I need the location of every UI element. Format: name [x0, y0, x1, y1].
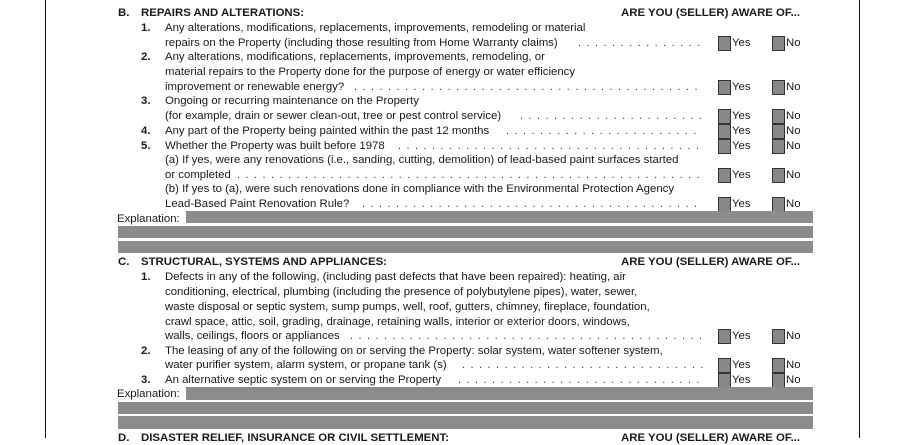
yes-checkbox[interactable] — [718, 124, 731, 139]
section-title: DISASTER RELIEF, INSURANCE OR CIVIL SETTLEMENT: — [141, 432, 449, 444]
item-text-line: (for example, drain or sewer clean-out, tree or pest control service) — [165, 110, 502, 122]
yes-label: Yes — [732, 374, 751, 386]
yes-label: Yes — [732, 359, 751, 371]
no-label: No — [786, 169, 801, 181]
item-text-line: water purifier system, alarm system, or propane tank (s) — [165, 359, 447, 371]
no-label: No — [786, 359, 801, 371]
no-checkbox[interactable] — [772, 168, 785, 183]
yes-label: Yes — [732, 198, 751, 210]
dot-leader: . . . . . . . . . . . . . . . . . . . . . . . . . . . . . . . . . . . . — [398, 140, 701, 152]
section-title: REPAIRS AND ALTERATIONS: — [141, 7, 305, 19]
yes-checkbox[interactable] — [718, 139, 731, 154]
dot-leader: . . . . . . . . . . . . . . . . . . . . . . . . . . . . . . . . . . . . . . . . . . . . . . . . . . . . . . . — [237, 169, 701, 181]
dot-leader: . . . . . . . . . . . . . . . . . . . . . . . . . . . . . . . . . . . . . . . . — [362, 198, 699, 210]
dot-leader: . . . . . . . . . . . . . . . . . . . . . . . . . . . . . — [458, 374, 701, 386]
item-text-line: conditioning, electrical, plumbing (including the presence of polybutylene pipes), water, sewer, — [165, 286, 638, 298]
explanation-field[interactable] — [186, 387, 813, 400]
item-text-line: (a) If yes, were any renovations (i.e., sanding, cutting, demolition) of lead-based paint surfaces started — [165, 154, 679, 166]
item-text-line: waste disposal or septic system, sump pumps, well, roof, gutters, chimney, fireplace, foundation, — [165, 301, 650, 313]
yes-checkbox[interactable] — [718, 80, 731, 95]
item-text-line: repairs on the Property (including those resulting from Home Warranty claims) — [165, 37, 558, 49]
no-checkbox[interactable] — [772, 197, 785, 212]
item-number: 3. — [141, 374, 151, 386]
item-number: 4. — [141, 125, 151, 137]
no-label: No — [786, 374, 801, 386]
item-number: 2. — [141, 51, 151, 63]
explanation-line-2[interactable] — [118, 226, 813, 238]
item-text-line: Any alterations, modifications, replacements, improvements, remodeling, or — [165, 51, 545, 63]
item-text-line: Any part of the Property being painted within the past 12 months — [165, 125, 490, 137]
section-title: STRUCTURAL, SYSTEMS AND APPLIANCES: — [141, 256, 387, 268]
explanation-field[interactable] — [186, 211, 813, 223]
item-text-line: or completed — [165, 169, 231, 181]
yes-label: Yes — [732, 125, 751, 137]
yes-checkbox[interactable] — [718, 168, 731, 183]
yes-label: Yes — [732, 169, 751, 181]
explanation-label: Explanation: — [117, 213, 180, 225]
explanation-line-3[interactable] — [118, 416, 813, 429]
dot-leader: . . . . . . . . . . . . . . . . . . . . . . . . . . . . . . . . . . . . . . . . . . — [350, 330, 704, 342]
item-number: 1. — [141, 271, 151, 283]
item-text-line: material repairs to the Property done for the purpose of energy or water efficiency — [165, 66, 576, 78]
item-text-line: (b) If yes to (a), were such renovations done in compliance with the Environmental Protection Agency — [165, 183, 675, 195]
item-number: 3. — [141, 95, 151, 107]
no-checkbox[interactable] — [772, 109, 785, 124]
page-right-border — [859, 0, 860, 438]
explanation-line-2[interactable] — [118, 402, 813, 414]
item-text-line: An alternative septic system on or serving the Property — [165, 374, 442, 386]
item-number: 5. — [141, 140, 151, 152]
item-text-line: crawl space, attic, soil, grading, drainage, retaining walls, interior or exterior doors, windows, — [165, 316, 630, 328]
item-text-line: Lead-Based Paint Renovation Rule? — [165, 198, 350, 210]
yes-label: Yes — [732, 140, 751, 152]
no-checkbox[interactable] — [772, 139, 785, 154]
item-text-line: walls, ceilings, floors or appliances — [165, 330, 340, 342]
aware-header: ARE YOU (SELLER) AWARE OF... — [621, 432, 801, 444]
item-text-line: Any alterations, modifications, replacements, improvements, remodeling or material — [165, 22, 586, 34]
no-checkbox[interactable] — [772, 373, 785, 388]
yes-checkbox[interactable] — [718, 329, 731, 344]
no-label: No — [786, 37, 801, 49]
yes-checkbox[interactable] — [718, 373, 731, 388]
no-label: No — [786, 330, 801, 342]
dot-leader: . . . . . . . . . . . . . . . . . . . . . . . — [506, 125, 698, 137]
no-checkbox[interactable] — [772, 329, 785, 344]
item-number: 2. — [141, 345, 151, 357]
section-letter: C. — [118, 256, 130, 268]
dot-leader: . . . . . . . . . . . . . . . . . . . . . . — [520, 110, 704, 122]
no-checkbox[interactable] — [772, 80, 785, 95]
yes-checkbox[interactable] — [718, 197, 731, 212]
item-text-line: The leasing of any of the following on or serving the Property: solar system, water softener system, — [165, 345, 663, 357]
no-checkbox[interactable] — [772, 36, 785, 51]
dot-leader: . . . . . . . . . . . . . . . — [578, 37, 702, 49]
section-letter: B. — [118, 7, 130, 19]
yes-checkbox[interactable] — [718, 109, 731, 124]
aware-header: ARE YOU (SELLER) AWARE OF... — [621, 7, 801, 19]
no-label: No — [786, 81, 801, 93]
yes-label: Yes — [732, 110, 751, 122]
yes-label: Yes — [732, 81, 751, 93]
no-label: No — [786, 140, 801, 152]
aware-header: ARE YOU (SELLER) AWARE OF... — [621, 256, 801, 268]
no-label: No — [786, 110, 801, 122]
no-checkbox[interactable] — [772, 124, 785, 139]
no-checkbox[interactable] — [772, 358, 785, 373]
yes-checkbox[interactable] — [718, 36, 731, 51]
yes-label: Yes — [732, 37, 751, 49]
section-letter: D. — [118, 432, 130, 444]
page-left-border — [45, 0, 46, 438]
no-label: No — [786, 125, 801, 137]
item-text-line: improvement or renewable energy? — [165, 81, 345, 93]
explanation-label: Explanation: — [117, 388, 180, 400]
dot-leader: . . . . . . . . . . . . . . . . . . . . . . . . . . . . . — [462, 359, 705, 371]
no-label: No — [786, 198, 801, 210]
item-text-line: Ongoing or recurring maintenance on the Property — [165, 95, 419, 107]
yes-label: Yes — [732, 330, 751, 342]
item-number: 1. — [141, 22, 151, 34]
item-text-line: Defects in any of the following, (including past defects that have been repaired): heating, air — [165, 271, 626, 283]
yes-checkbox[interactable] — [718, 358, 731, 373]
dot-leader: . . . . . . . . . . . . . . . . . . . . . . . . . . . . . . . . . . . . . . . . . — [354, 81, 699, 93]
explanation-line-3[interactable] — [118, 241, 813, 253]
item-text-line: Whether the Property was built before 1978 — [165, 140, 385, 152]
